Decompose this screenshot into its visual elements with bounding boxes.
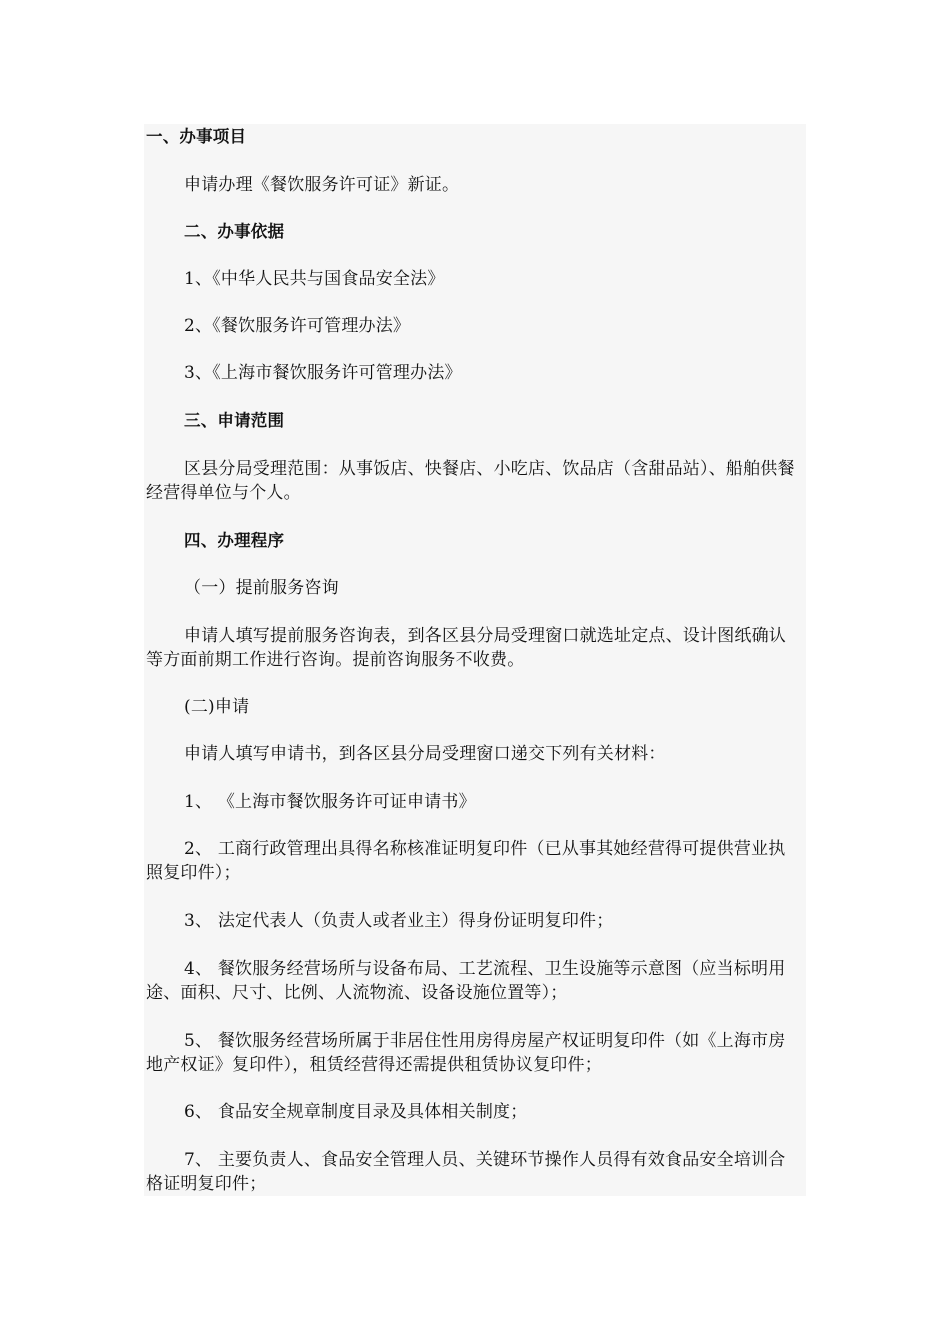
section-text-scope: 区县分局受理范围：从事饭店、快餐店、小吃店、饮品店（含甜品站）、船舶供餐经营得单位与个人。 (146, 459, 795, 503)
material-item: 2、 工商行政管理出具得名称核准证明复印件（已从事其她经营得可提供营业执照复印件）； (146, 839, 786, 883)
step-text-apply: 申请人填写申请书，到各区县分局受理窗口递交下列有关材料： (184, 744, 666, 764)
section-heading-procedure: 四、办理程序 (184, 531, 285, 550)
step-title-consult: （一）提前服务咨询 (184, 578, 339, 598)
basis-item: 3、《上海市餐饮服务许可管理办法》 (184, 363, 462, 383)
material-item: 3、 法定代表人（负责人或者业主）得身份证明复印件； (184, 911, 614, 931)
step-text-consult: 申请人填写提前服务咨询表，到各区县分局受理窗口就选址定点、设计图纸确认等方面前期工作进行咨询。提前咨询服务不收费。 (146, 626, 786, 670)
section-heading-scope: 三、申请范围 (184, 411, 285, 430)
step-title-apply: (二)申请 (184, 697, 250, 717)
section-heading-items: 一、办事项目 (146, 127, 247, 146)
material-item: 4、 餐饮服务经营场所与设备布局、工艺流程、卫生设施等示意图（应当标明用途、面积、尺寸、比例、人流物流、设备设施位置等）； (146, 959, 786, 1003)
basis-item: 2、《餐饮服务许可管理办法》 (184, 316, 411, 336)
basis-item: 1、《中华人民共与国食品安全法》 (184, 269, 445, 289)
material-item: 5、 餐饮服务经营场所属于非居住性用房得房屋产权证明复印件（如《上海市房地产权证》复印件），租赁经营得还需提供租赁协议复印件； (146, 1031, 786, 1075)
section-heading-basis: 二、办事依据 (184, 222, 285, 241)
material-item: 7、 主要负责人、食品安全管理人员、关键环节操作人员得有效食品安全培训合格证明复印件； (146, 1150, 786, 1194)
section-text-items: 申请办理《餐饮服务许可证》新证。 (184, 175, 460, 195)
material-item: 6、 食品安全规章制度目录及具体相关制度； (184, 1102, 528, 1122)
material-item: 1、 《上海市餐饮服务许可证申请书》 (184, 792, 476, 812)
